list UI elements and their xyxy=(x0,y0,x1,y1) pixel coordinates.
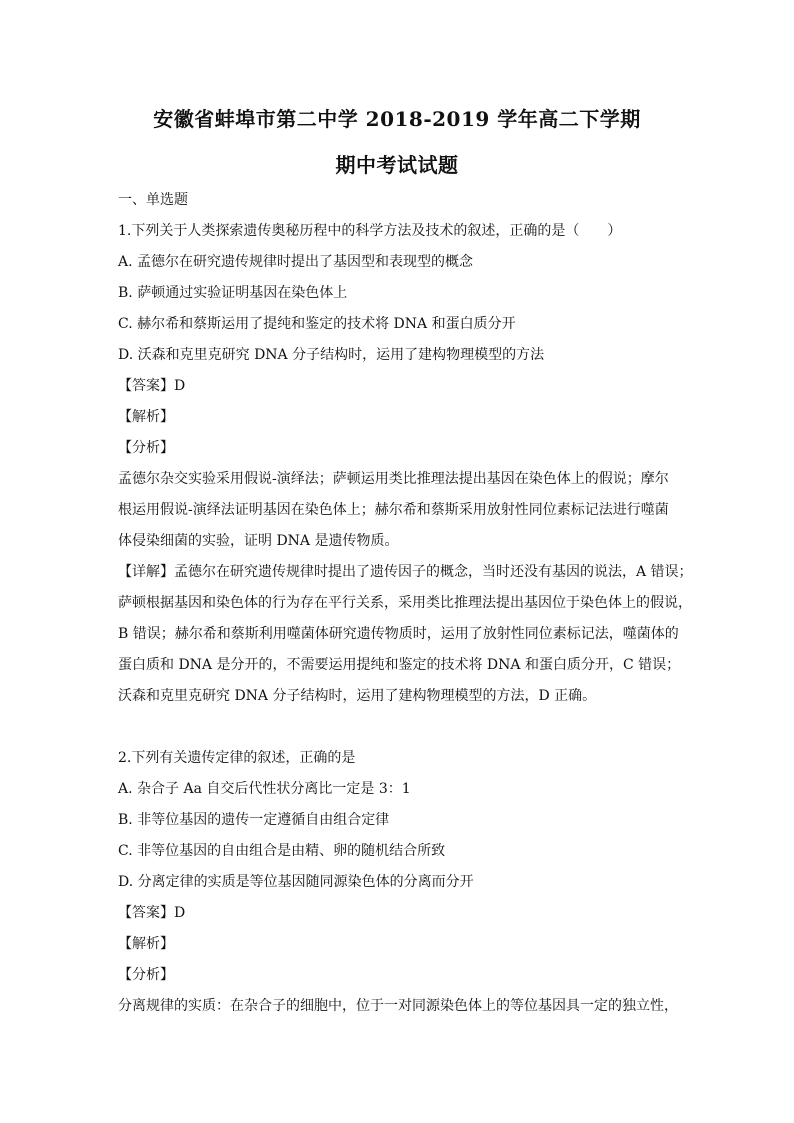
question-1-detail-line: 沃森和克里克研究 DNA 分子结构时，运用了建构物理模型的方法，D 正确。 xyxy=(118,688,597,704)
question-2-option-b: B. 非等位基因的遗传一定遵循自由组合定律 xyxy=(118,812,390,828)
question-1-stem: 1.下列关于人类探索遗传奥秘历程中的科学方法及技术的叙述，正确的是（ ） xyxy=(118,223,622,239)
question-2-stem: 2.下列有关遗传定律的叙述，正确的是 xyxy=(118,750,356,766)
question-2-option-c: C. 非等位基因的自由组合是由精、卵的随机结合所致 xyxy=(118,843,446,859)
question-1-fenxi-label: 【分析】 xyxy=(118,440,174,456)
document-title-line2: 期中考试试题 xyxy=(335,153,459,177)
question-spacer xyxy=(118,712,676,743)
question-2-analysis-label: 【解析】 xyxy=(118,936,174,952)
question-1-option-c: C. 赫尔希和蔡斯运用了提纯和鉴定的技术将 DNA 和蛋白质分开 xyxy=(118,316,516,332)
document-title-line1: 安徽省蚌埠市第二中学 2018-2019 学年高二下学期 xyxy=(153,107,641,131)
question-2-fenxi-line: 分离规律的实质：在杂合子的细胞中，位于一对同源染色体上的等位基因具一定的独立性， xyxy=(118,998,678,1014)
question-1-fenxi-line: 体侵染细菌的实验，证明 DNA 是遗传物质。 xyxy=(118,533,399,549)
question-1-detail-line: 蛋白质和 DNA 是分开的，不需要运用提纯和鉴定的技术将 DNA 和蛋白质分开，C 错误； xyxy=(118,657,681,673)
question-1-detail-line: B 错误；赫尔希和蔡斯利用噬菌体研究遗传物质时，运用了放射性同位素标记法，噬菌体的 xyxy=(118,626,679,642)
question-1-fenxi-line: 孟德尔杂交实验采用假说-演绎法；萨顿运用类比推理法提出基因在染色体上的假说；摩尔 xyxy=(118,471,669,487)
question-1-detail-line: 萨顿根据基因和染色体的行为存在平行关系，采用类比推理法提出基因位于染色体上的假说， xyxy=(118,595,692,611)
question-1-analysis-label: 【解析】 xyxy=(118,409,174,425)
question-2-option-a: A. 杂合子 Aa 自交后代性状分离比一定是 3：1 xyxy=(118,781,411,797)
question-1-option-b: B. 萨顿通过实验证明基因在染色体上 xyxy=(118,285,348,301)
question-1-option-a: A. 孟德尔在研究遗传规律时提出了基因型和表现型的概念 xyxy=(118,254,474,270)
question-2-fenxi-label: 【分析】 xyxy=(118,967,174,983)
question-2-option-d: D. 分离定律的实质是等位基因随同源染色体的分离而分开 xyxy=(118,874,474,890)
question-1-fenxi-line: 根运用假说-演绎法证明基因在染色体上；赫尔希和蔡斯采用放射性同位素标记法进行噬菌 xyxy=(118,502,669,518)
question-1-answer: 【答案】D xyxy=(118,378,186,394)
question-1-detail-line: 【详解】孟德尔在研究遗传规律时提出了遗传因子的概念，当时还没有基因的说法，A 错误； xyxy=(118,564,693,580)
question-2-answer: 【答案】D xyxy=(118,905,186,921)
section-heading: 一、单选题 xyxy=(118,192,188,208)
question-1-option-d: D. 沃森和克里克研究 DNA 分子结构时，运用了建构物理模型的方法 xyxy=(118,347,545,363)
